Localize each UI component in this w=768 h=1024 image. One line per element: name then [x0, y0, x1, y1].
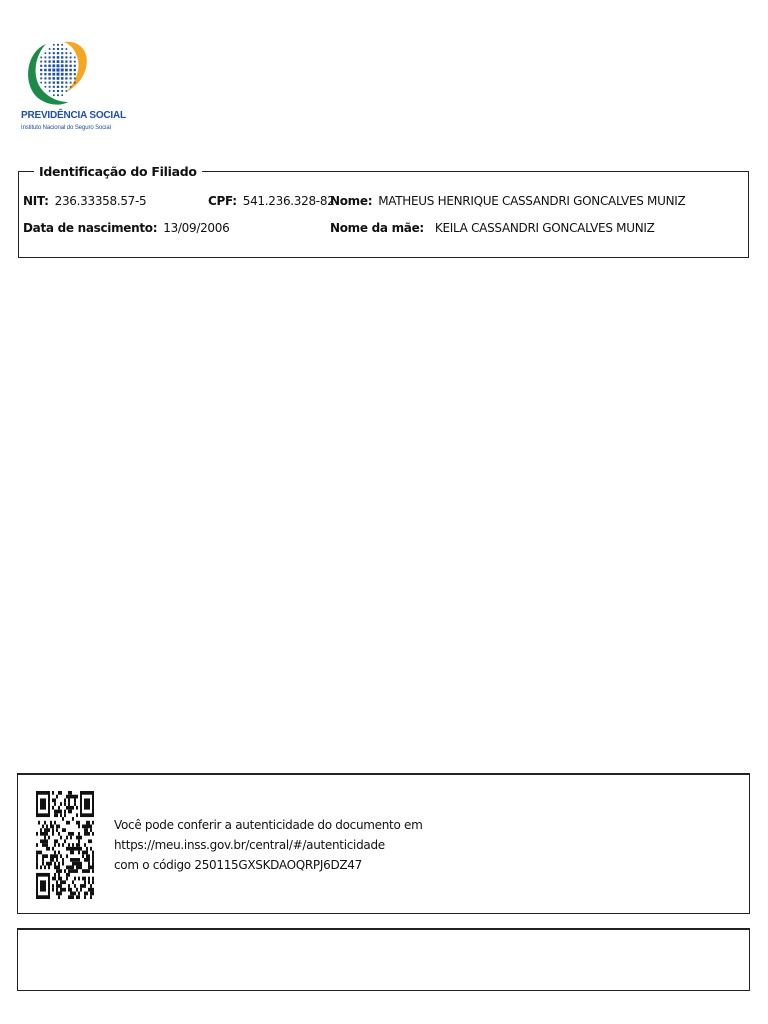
mae-value: KEILA CASSANDRI GONCALVES MUNIZ — [434, 221, 655, 235]
nome-field — [330, 194, 685, 208]
autenticidade-text — [114, 815, 422, 875]
nit-value: 236.33358.57-5 — [54, 194, 147, 208]
mae-field — [330, 221, 655, 235]
section-legend: Identificação do Filiado — [34, 163, 202, 180]
autenticidade-line-1: Você pode conferir a autenticidade do documento em — [114, 818, 423, 832]
autenticidade-codigo: com o código 250115GXSKDAOQRPJ6DZ47 — [114, 858, 362, 872]
logo-subtitle: Instituto Nacional do Seguro Social — [21, 125, 111, 131]
nome-value: MATHEUS HENRIQUE CASSANDRI GONCALVES MUNIZ — [378, 194, 686, 208]
nascimento-field — [23, 221, 229, 235]
nit-label: NIT: — [23, 194, 49, 208]
cpf-field — [208, 194, 335, 208]
nome-label: Nome: — [330, 194, 373, 208]
cpf-value: 541.236.328-82 — [242, 194, 335, 208]
identificacao-filiado-section — [18, 164, 749, 258]
qr-code-icon — [36, 791, 94, 899]
cpf-label: CPF: — [208, 194, 237, 208]
mae-label: Nome da mãe: — [330, 221, 424, 235]
footer-box — [17, 928, 750, 991]
previdencia-social-logo — [18, 36, 126, 140]
autenticidade-url: https://meu.inss.gov.br/central/#/autenticidade — [114, 838, 385, 852]
nascimento-value: 13/09/2006 — [163, 221, 230, 235]
logo-title: PREVIDÊNCIA SOCIAL — [21, 110, 126, 121]
previdencia-logo-icon — [18, 36, 108, 108]
autenticidade-section — [17, 773, 750, 914]
nit-field — [23, 194, 146, 208]
nascimento-label: Data de nascimento: — [23, 221, 158, 235]
